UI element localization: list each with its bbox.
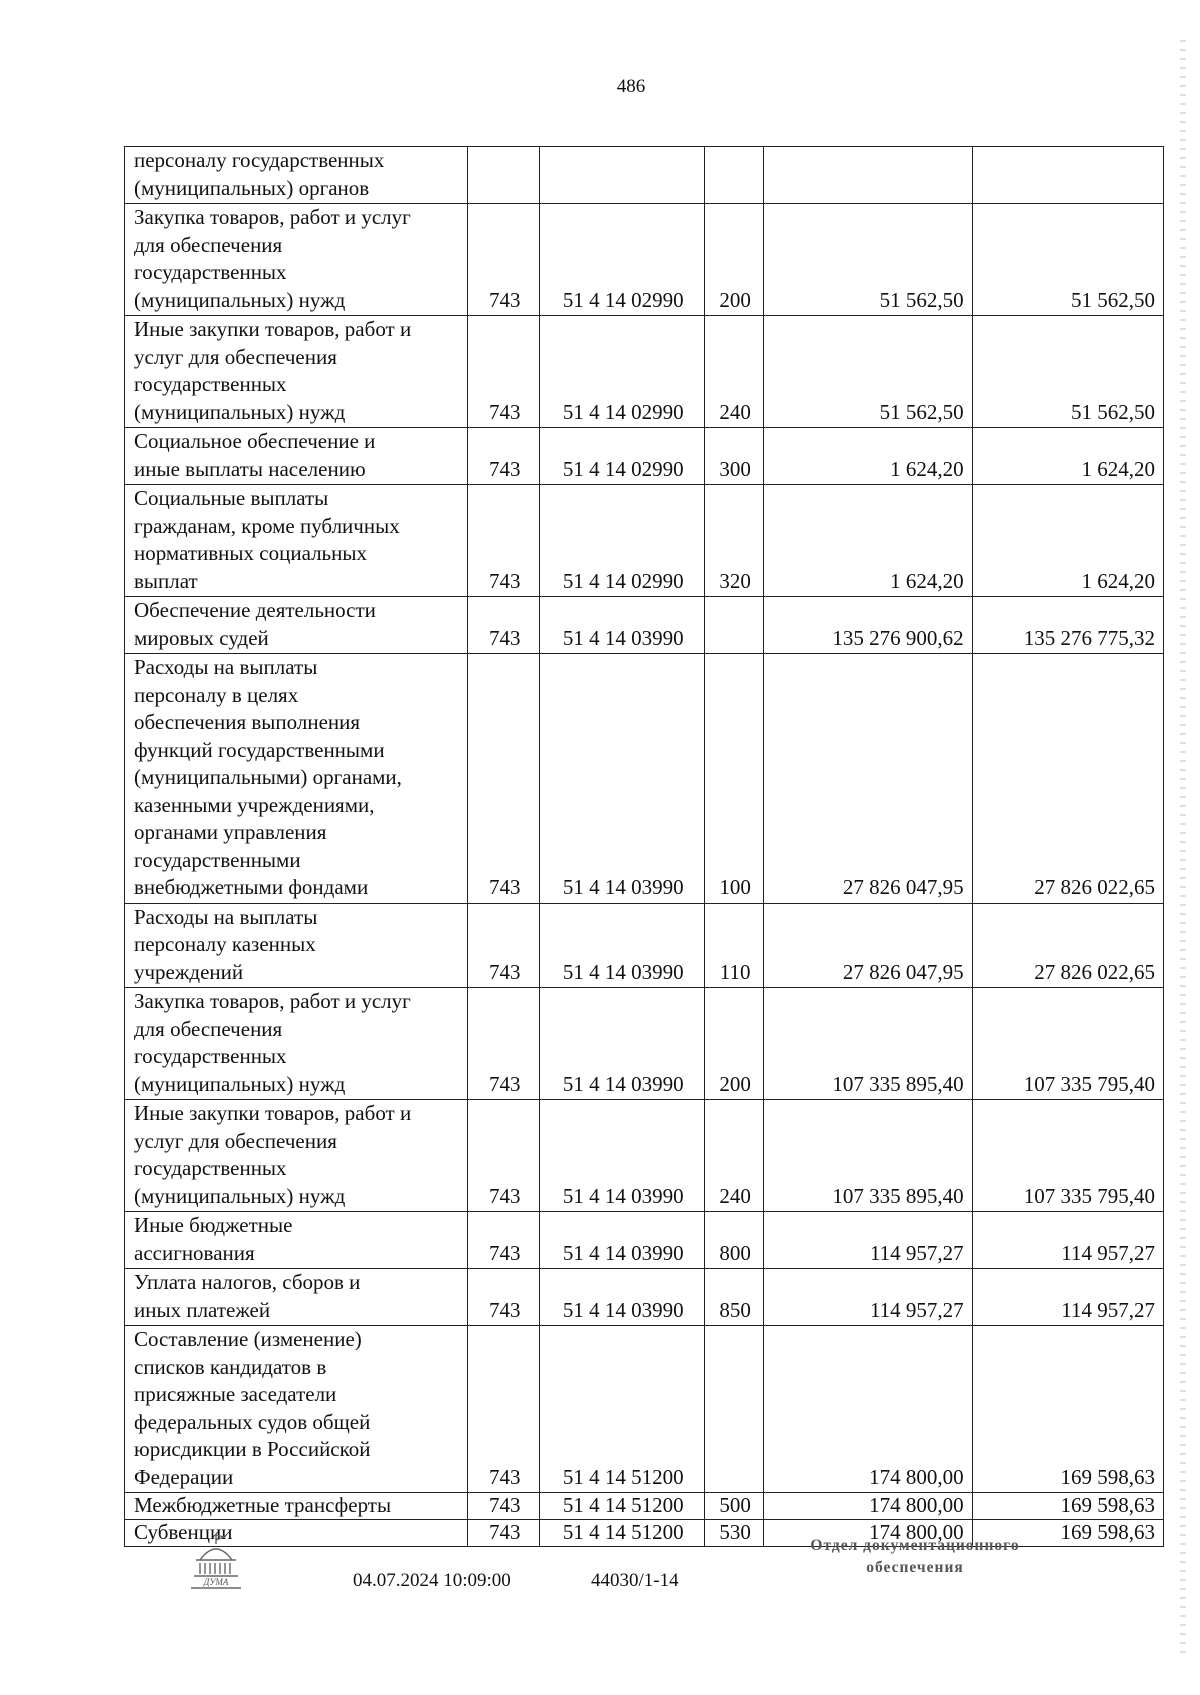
cell-department-code: 743	[468, 1100, 540, 1212]
page-number: 486	[616, 76, 646, 97]
cell-amount-planned: 51 562,50	[764, 316, 973, 428]
expense-name-line: государственных	[134, 1044, 287, 1068]
cell-expense-name	[125, 903, 468, 988]
cell-target-article-code: 51 4 14 02990	[540, 316, 705, 428]
cell-amount-planned: 114 957,27	[764, 1212, 973, 1269]
expense-name-line: государственных	[134, 260, 287, 284]
cell-department-code: 743	[468, 1493, 540, 1520]
budget-table-body	[125, 147, 1164, 1547]
expense-name-line: Закупка товаров, работ и услуг	[134, 205, 411, 229]
scan-edge-artifact	[1180, 40, 1186, 1660]
cell-expense-type-code: 200	[705, 988, 764, 1100]
cell-amount-executed	[972, 147, 1163, 204]
cell-target-article-code: 51 4 14 03990	[540, 1269, 705, 1326]
cell-expense-type-code: 100	[705, 654, 764, 904]
cell-amount-planned: 107 335 895,40	[764, 1100, 973, 1212]
cell-expense-type-code: 240	[705, 1100, 764, 1212]
cell-amount-planned	[764, 147, 973, 204]
cell-target-article-code: 51 4 14 03990	[540, 988, 705, 1100]
expense-name-line: выплат	[134, 568, 198, 593]
cell-target-article-code: 51 4 14 03990	[540, 597, 705, 654]
cell-amount-planned: 114 957,27	[764, 1269, 973, 1326]
stamp-line-1: Отдел документационного	[810, 1537, 1020, 1554]
table-row	[125, 654, 1164, 904]
budget-table	[124, 146, 1164, 1547]
cell-amount-executed: 135 276 775,32	[972, 597, 1163, 654]
cell-expense-type-code	[705, 1326, 764, 1493]
cell-target-article-code: 51 4 14 02990	[540, 428, 705, 485]
expense-name-line: услуг для обеспечения	[134, 344, 337, 369]
expense-name-line: гражданам, кроме публичных	[134, 513, 400, 538]
expense-name-line: казенными учреждениями,	[134, 792, 375, 817]
cell-department-code: 743	[468, 903, 540, 988]
expense-name-line: юрисдикции в Российской	[134, 1437, 371, 1461]
cell-expense-type-code: 110	[705, 903, 764, 988]
cell-amount-executed: 114 957,27	[972, 1269, 1163, 1326]
cell-amount-planned: 1 624,20	[764, 428, 973, 485]
expense-name-line: учреждений	[134, 959, 244, 984]
cell-department-code: 743	[468, 654, 540, 904]
expense-name-line: Составление (изменение)	[134, 1327, 362, 1351]
expense-name-line: персоналу государственных	[134, 148, 385, 172]
table-row	[125, 147, 1164, 204]
cell-amount-executed: 51 562,50	[972, 316, 1163, 428]
table-row	[125, 1269, 1164, 1326]
cell-expense-type-code	[705, 147, 764, 204]
expense-name-line: Иные бюджетные	[134, 1213, 293, 1237]
cell-expense-type-code: 530	[705, 1520, 764, 1547]
table-row	[125, 428, 1164, 485]
cell-amount-planned: 174 800,00	[764, 1520, 973, 1547]
expense-name-line: государственных	[134, 372, 287, 396]
cell-target-article-code: 51 4 14 03990	[540, 903, 705, 988]
cell-amount-executed: 27 826 022,65	[972, 903, 1163, 988]
cell-amount-planned: 174 800,00	[764, 1493, 973, 1520]
cell-target-article-code: 51 4 14 02990	[540, 204, 705, 316]
cell-target-article-code: 51 4 14 51200	[540, 1520, 705, 1547]
cell-amount-planned: 51 562,50	[764, 204, 973, 316]
table-row	[125, 1100, 1164, 1212]
expense-name-line: иных платежей	[134, 1297, 271, 1322]
cell-department-code: 743	[468, 485, 540, 597]
footer-datetime: 04.07.2024 10:09:00	[353, 1570, 511, 1591]
cell-amount-executed: 51 562,50	[972, 204, 1163, 316]
cell-expense-type-code: 200	[705, 204, 764, 316]
expense-name-line: государственными	[134, 847, 301, 872]
table-row	[125, 485, 1164, 597]
table-row	[125, 903, 1164, 988]
table-row	[125, 204, 1164, 316]
expense-name-line: функций государственными	[134, 737, 385, 762]
cell-amount-planned: 174 800,00	[764, 1326, 973, 1493]
cell-expense-name	[125, 316, 468, 428]
cell-department-code: 743	[468, 1212, 540, 1269]
cell-expense-type-code: 300	[705, 428, 764, 485]
expense-name-line: списков кандидатов в	[134, 1354, 327, 1379]
expense-name-line: Уплата налогов, сборов и	[134, 1270, 361, 1294]
cell-expense-name	[125, 1326, 468, 1493]
cell-department-code: 743	[468, 1520, 540, 1547]
cell-target-article-code: 51 4 14 03990	[540, 654, 705, 904]
cell-department-code: 743	[468, 204, 540, 316]
cell-expense-name	[125, 654, 468, 904]
cell-expense-name	[125, 1269, 468, 1326]
cell-expense-name	[125, 147, 468, 204]
cell-target-article-code: 51 4 14 03990	[540, 1212, 705, 1269]
expense-name-line: (муниципальных) нужд	[134, 399, 346, 424]
table-row	[125, 597, 1164, 654]
expense-name-line: органами управления	[134, 820, 327, 844]
cell-department-code: 743	[468, 1326, 540, 1493]
cell-expense-type-code: 800	[705, 1212, 764, 1269]
cell-department-code: 743	[468, 316, 540, 428]
svg-text:ДУМА: ДУМА	[203, 1577, 229, 1587]
table-row	[125, 316, 1164, 428]
expense-name-line: Иные закупки товаров, работ и	[134, 1101, 412, 1125]
expense-name-line: ассигнования	[134, 1240, 255, 1265]
cell-target-article-code: 51 4 14 51200	[540, 1493, 705, 1520]
expense-name-line: Иные закупки товаров, работ и	[134, 317, 412, 341]
cell-target-article-code: 51 4 14 02990	[540, 485, 705, 597]
expense-name-line: Социальное обеспечение и	[134, 429, 376, 453]
cell-expense-name	[125, 204, 468, 316]
expense-name-line: (муниципальных) органов	[134, 175, 370, 200]
table-row	[125, 988, 1164, 1100]
cell-amount-planned: 107 335 895,40	[764, 988, 973, 1100]
expense-name-line: государственных	[134, 1156, 287, 1180]
expense-name-line: иные выплаты населению	[134, 456, 366, 481]
cell-expense-name	[125, 485, 468, 597]
cell-target-article-code: 51 4 14 03990	[540, 1100, 705, 1212]
cell-department-code	[468, 147, 540, 204]
cell-amount-executed: 107 335 795,40	[972, 1100, 1163, 1212]
cell-expense-name	[125, 988, 468, 1100]
cell-department-code: 743	[468, 428, 540, 485]
cell-expense-name	[125, 597, 468, 654]
cell-amount-planned: 1 624,20	[764, 485, 973, 597]
cell-department-code: 743	[468, 597, 540, 654]
expense-name-line: Обеспечение деятельности	[134, 598, 376, 622]
cell-expense-name	[125, 428, 468, 485]
expense-name-line: Федерации	[134, 1464, 234, 1489]
expense-name-line: Социальные выплаты	[134, 486, 329, 510]
cell-department-code: 743	[468, 1269, 540, 1326]
cell-expense-name	[125, 1212, 468, 1269]
expense-name-line: Субвенции	[134, 1520, 233, 1544]
expense-name-line: для обеспечения	[134, 1016, 283, 1041]
table-row	[125, 1212, 1164, 1269]
expense-name-line: Закупка товаров, работ и услуг	[134, 989, 411, 1013]
cell-amount-planned: 27 826 047,95	[764, 903, 973, 988]
expense-name-line: персоналу казенных	[134, 932, 316, 956]
cell-expense-type-code: 500	[705, 1493, 764, 1520]
cell-amount-executed: 114 957,27	[972, 1212, 1163, 1269]
expense-name-line: (муниципальных) нужд	[134, 287, 346, 312]
cell-amount-planned: 27 826 047,95	[764, 654, 973, 904]
cell-amount-executed: 107 335 795,40	[972, 988, 1163, 1100]
expense-name-line: федеральных судов общей	[134, 1409, 371, 1434]
cell-amount-executed: 169 598,63	[972, 1520, 1163, 1547]
cell-expense-type-code: 850	[705, 1269, 764, 1326]
cell-expense-type-code: 240	[705, 316, 764, 428]
cell-expense-type-code	[705, 597, 764, 654]
expense-name-line: услуг для обеспечения	[134, 1128, 337, 1153]
expense-name-line: Расходы на выплаты	[134, 904, 318, 929]
stamp-line-2: обеспечения	[866, 1559, 964, 1576]
cell-expense-name	[125, 1100, 468, 1212]
cell-expense-type-code: 320	[705, 485, 764, 597]
table-row	[125, 1493, 1164, 1520]
cell-amount-executed: 27 826 022,65	[972, 654, 1163, 904]
expense-name-line: мировых судей	[134, 625, 269, 650]
expense-name-line: обеспечения выполнения	[134, 710, 361, 734]
expense-name-line: персоналу в целях	[134, 682, 299, 707]
cell-expense-name	[125, 1493, 468, 1520]
table-row	[125, 1326, 1164, 1493]
cell-amount-executed: 1 624,20	[972, 428, 1163, 485]
expense-name-line: (муниципальных) нужд	[134, 1183, 346, 1208]
cell-amount-executed: 169 598,63	[972, 1493, 1163, 1520]
expense-name-line: Межбюджетные трансферты	[134, 1493, 392, 1517]
cell-target-article-code: 51 4 14 51200	[540, 1326, 705, 1493]
footer-document-number: 44030/1-14	[591, 1570, 679, 1591]
cell-amount-planned: 135 276 900,62	[764, 597, 973, 654]
cell-expense-name	[125, 1520, 468, 1547]
department-stamp	[765, 1535, 1065, 1579]
duma-logo-icon	[186, 1532, 246, 1590]
expense-name-line: (муниципальными) органами,	[134, 765, 402, 789]
expense-name-line: для обеспечения	[134, 232, 283, 257]
expense-name-line: нормативных социальных	[134, 541, 367, 565]
expense-name-line: внебюджетными фондами	[134, 875, 369, 899]
cell-amount-executed: 169 598,63	[972, 1326, 1163, 1493]
cell-department-code: 743	[468, 988, 540, 1100]
expense-name-line: Расходы на выплаты	[134, 655, 318, 679]
expense-name-line: (муниципальных) нужд	[134, 1071, 346, 1096]
expense-name-line: присяжные заседатели	[134, 1382, 337, 1406]
cell-target-article-code	[540, 147, 705, 204]
cell-amount-executed: 1 624,20	[972, 485, 1163, 597]
